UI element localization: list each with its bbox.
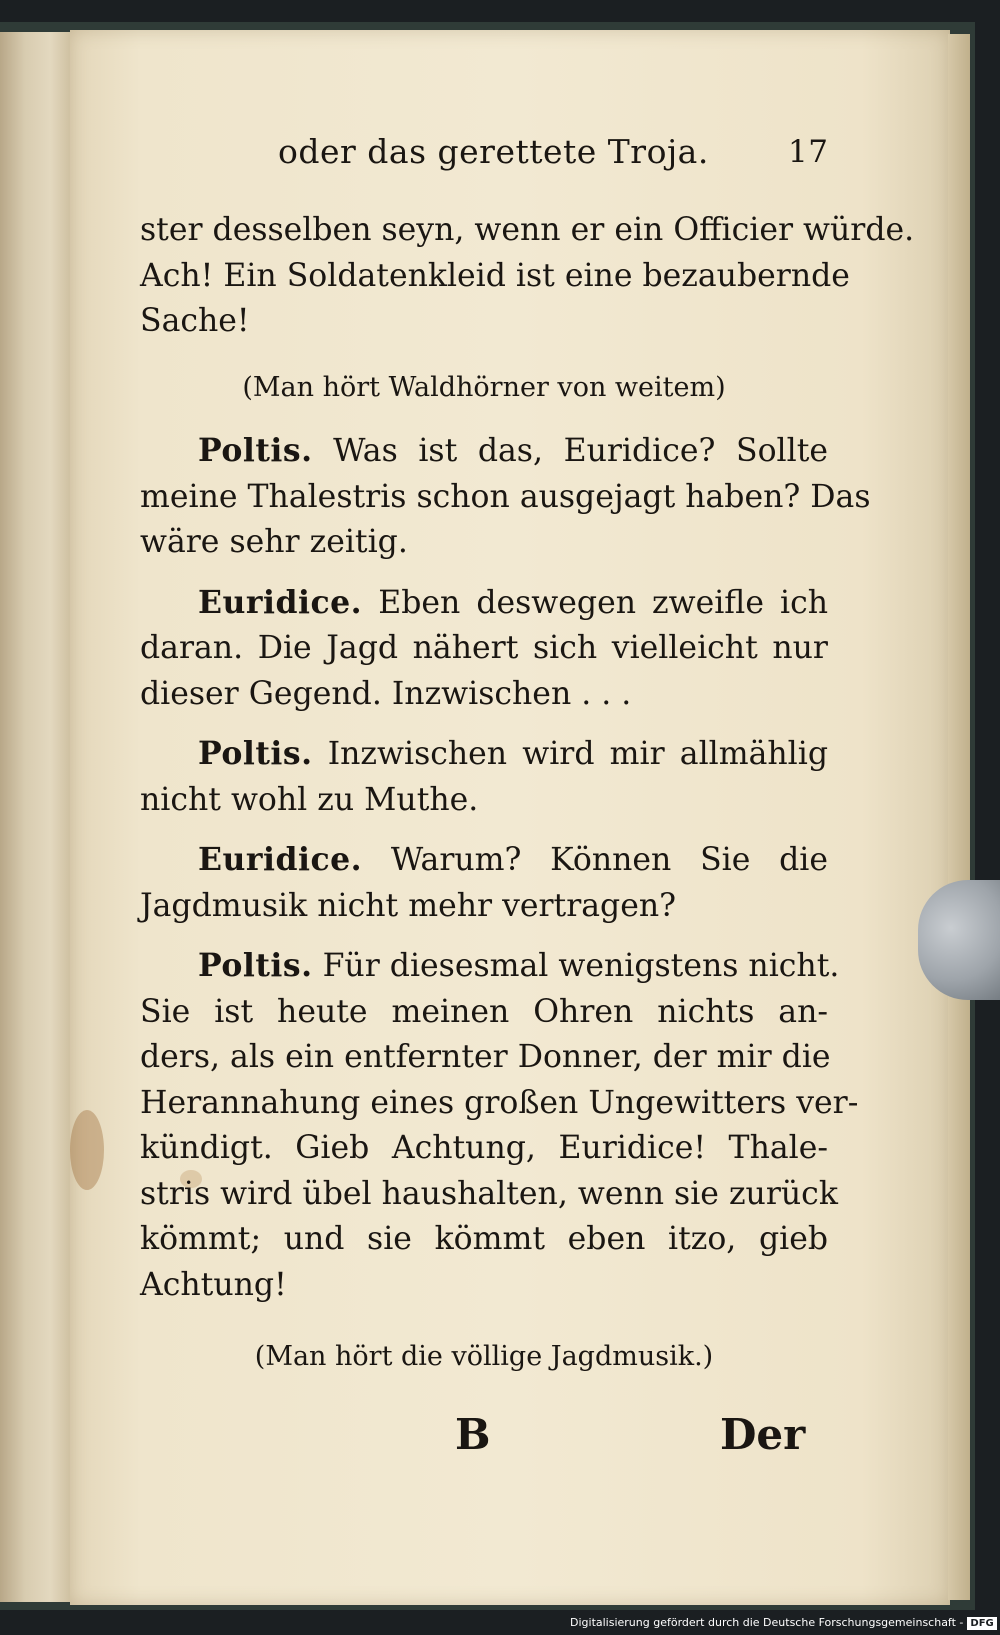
speech-text: Für diesesmal wenigstens nicht. <box>322 948 840 984</box>
speaker-name: Poltis. <box>198 947 313 984</box>
signature-mark: B <box>455 1410 491 1459</box>
text-line: Herannahung eines großen Ungewitters ver- <box>140 1084 859 1121</box>
speech-first-line <box>140 428 828 475</box>
page-edge-right <box>948 34 970 1600</box>
speaker-name: Euridice. <box>198 841 363 878</box>
text-line: Jagdmusik nicht mehr vertragen? <box>140 887 677 924</box>
text-line: daran. Die Jagd nähert sich vielleicht nur <box>140 630 828 666</box>
speech-first-line <box>140 943 840 990</box>
text-line: nicht wohl zu Muthe. <box>140 781 479 818</box>
page-number: 17 <box>788 134 829 170</box>
text-line: Sache! <box>140 303 250 339</box>
speech-text: Inzwischen wird mir allmählig <box>327 736 828 772</box>
text-line: kömmt; und sie kömmt eben itzo, gieb <box>140 1221 828 1257</box>
stage-direction: (Man hört die völlige Jagdmusik.) <box>254 1341 714 1372</box>
text-line: meine Thalestris schon ausgejagt haben? Das <box>140 478 871 515</box>
speech-text: Was ist das, Euridice? Sollte <box>333 433 828 469</box>
text-line: Ach! Ein Soldatenkleid ist eine bezaubernde <box>140 257 850 294</box>
text-line: kündigt. Gieb Achtung, Euridice! Thale- <box>140 1130 828 1166</box>
text-line: stris wird übel haushalten, wenn sie zurück <box>140 1175 838 1212</box>
speech-first-line <box>140 580 828 627</box>
text-line: wäre sehr zeitig. <box>140 524 408 560</box>
speech-first-line <box>140 837 828 884</box>
text-line: Achtung! <box>140 1266 287 1303</box>
text-line: ster desselben seyn, wenn er ein Officier würde. <box>140 212 915 248</box>
running-header <box>278 132 838 171</box>
speaker-name: Poltis. <box>198 735 313 772</box>
text-line: Sie ist heute meinen Ohren nichts an- <box>140 993 828 1030</box>
text-line: ders, als ein entfernter Donner, der mir die <box>140 1039 831 1075</box>
speech-text: Eben deswegen zweifle ich <box>378 584 828 621</box>
page-body <box>140 208 915 1398</box>
speaker-name: Euridice. <box>198 583 363 621</box>
text-line: dieser Gegend. Inzwischen . . . <box>140 675 632 712</box>
catchword: Der <box>720 1410 806 1459</box>
stage-direction: (Man hört Waldhörner von weitem) <box>242 371 726 403</box>
foxing-stain <box>70 1110 104 1190</box>
speech-first-line <box>140 731 828 778</box>
dfg-logo: DFG <box>967 1617 996 1630</box>
running-title: oder das gerettete Troja. <box>278 132 709 171</box>
speaker-name: Poltis. <box>198 432 313 469</box>
digitization-credit <box>570 1616 997 1630</box>
facing-page-edge <box>0 32 72 1602</box>
credit-text: Digitalisierung gefördert durch die Deutsche Forschungsgemeinschaft - <box>570 1616 964 1629</box>
page-clip <box>918 880 1000 1000</box>
speech-text: Warum? Können Sie die <box>390 842 828 878</box>
